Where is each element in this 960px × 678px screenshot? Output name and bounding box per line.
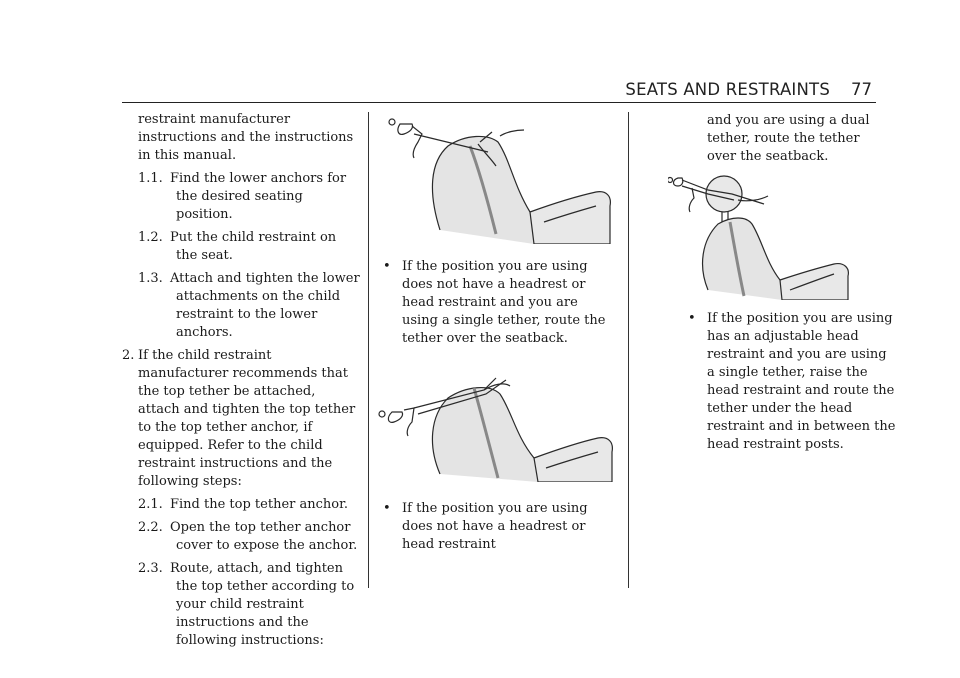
section-title: SEATS AND RESTRAINTS xyxy=(625,80,830,99)
header-rule xyxy=(122,102,876,103)
column-divider-left xyxy=(368,112,369,588)
step-2: 2. If the child restraint manufacturer recommends that the top tether be attached, attach and tighten the top tether to the top tether anchor, if equipped. Refer to the child restraint instructions and the following steps: xyxy=(122,348,356,489)
step-1-1: 1.1. Find the lower anchors for the desired seating position. xyxy=(138,171,347,222)
step-2-1: 2.1. Find the top tether anchor. xyxy=(138,497,349,512)
dual-tether-headrest-illustration xyxy=(668,170,858,300)
column-divider-right xyxy=(628,112,629,588)
bullet-glyph: • xyxy=(383,259,391,274)
step-2-2: 2.2. Open the top tether anchor cover to expose the anchor. xyxy=(138,520,358,553)
step-2-3: 2.3. Route, attach, and tighten the top tether according to your child restraint instructions and the following instructions: xyxy=(138,561,355,648)
step-1-3: 1.3. Attach and tighten the lower attachments on the child restraint to the lower anchors. xyxy=(138,271,360,340)
bullet-glyph: • xyxy=(688,311,696,326)
continuation-text: and you are using a dual tether, route the tether over the seatback. xyxy=(707,113,870,164)
step-1-2: 1.2. Put the child restraint on the seat. xyxy=(138,230,337,263)
single-tether-seatback-illustration xyxy=(384,112,614,244)
bullet-no-headrest: • If the position you are using does not have a headrest or head restraint xyxy=(383,501,588,552)
no-headrest-tether-illustration xyxy=(374,370,614,482)
column-1 xyxy=(122,111,360,655)
intro-paragraph: restraint manufacturer instructions and the instructions in this manual. xyxy=(138,112,354,163)
bullet-glyph: • xyxy=(383,501,391,516)
bullet-single-tether: • If the position you are using does not have a headrest or head restraint and you are using a single tether, route the tether over the seatback. xyxy=(383,259,606,346)
page-number: 77 xyxy=(851,80,872,99)
bullet-adjustable-head-restraint: • If the position you are using has an adjustable head restraint and you are using a single tether, raise the head restraint and route the tether under the head restraint and in between the head restraint posts. xyxy=(688,311,896,452)
